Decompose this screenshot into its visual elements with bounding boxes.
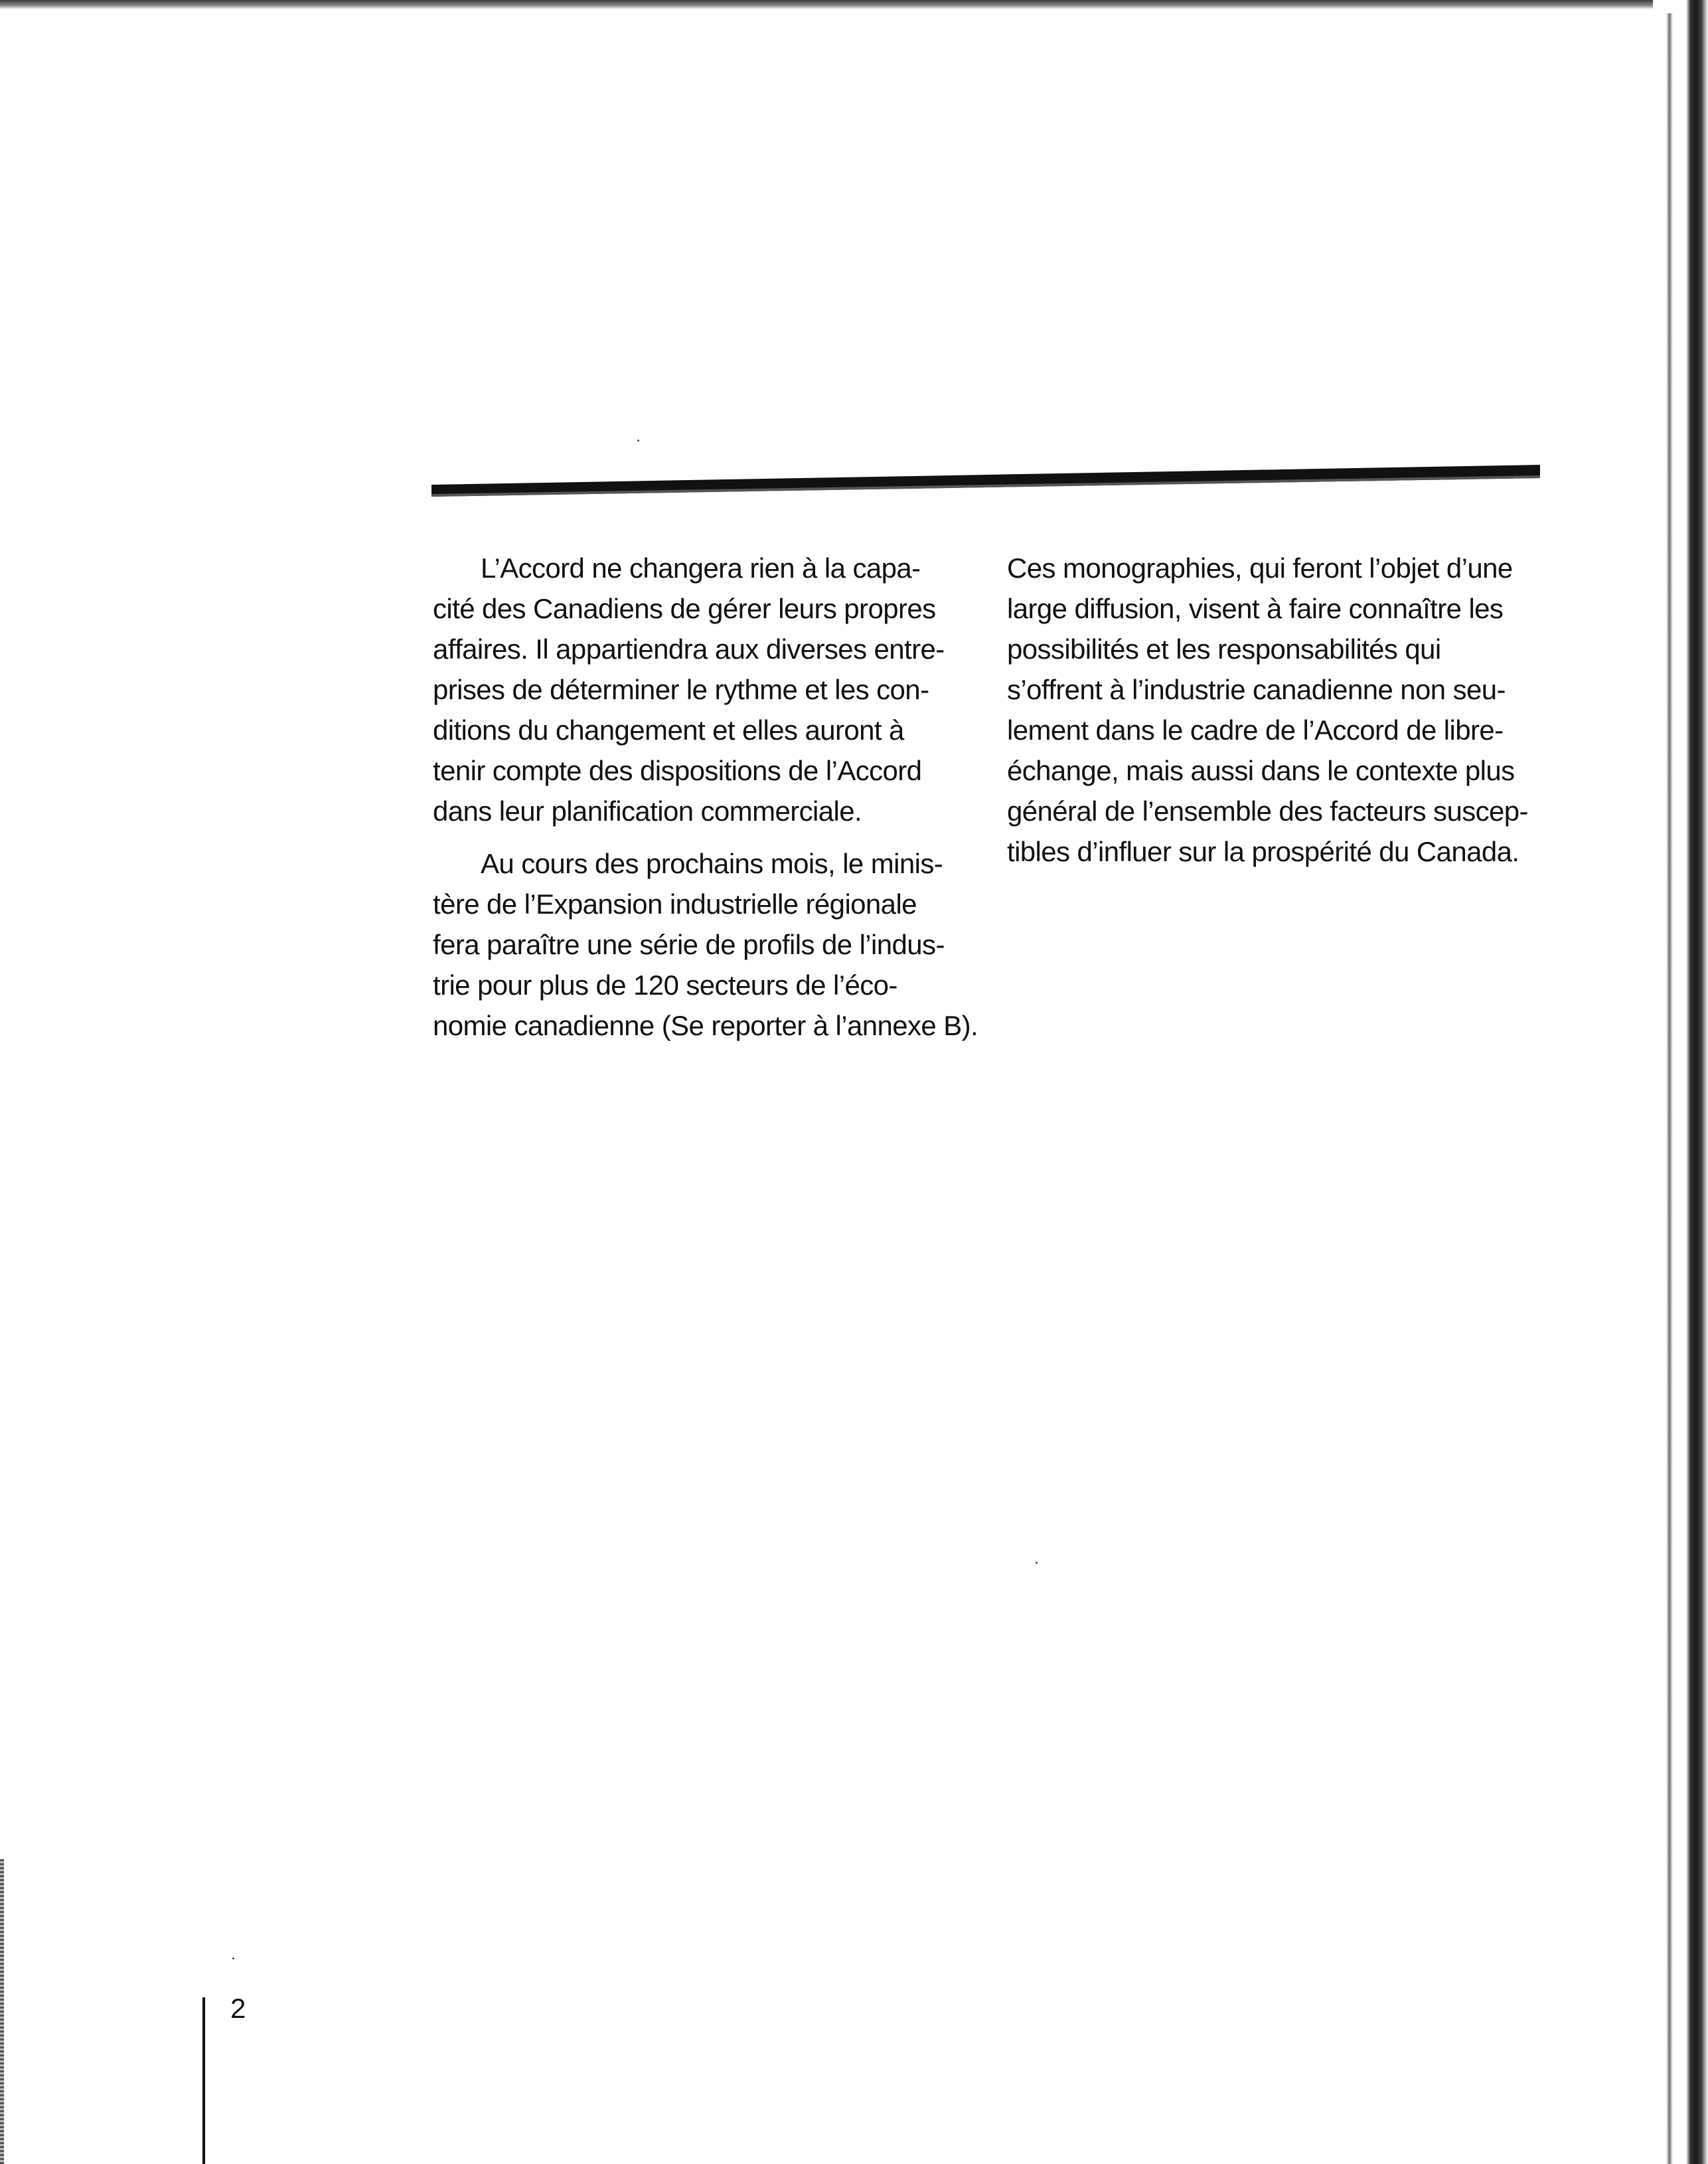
text-line: tère de l’Expansion industrielle régionale — [433, 888, 917, 920]
text-line: tenir compte des dispositions de l’Accord — [433, 755, 922, 786]
text-line: tibles d’influer sur la prospérité du Canada. — [1007, 836, 1519, 867]
text-line: ditions du changement et elles auront à — [433, 714, 904, 746]
text-line: prises de déterminer le rythme et les con- — [433, 674, 929, 705]
section-header-rule — [431, 465, 1540, 497]
right-text-column — [1007, 548, 1551, 872]
text-line: général de l’ensemble des facteurs suscep- — [1007, 795, 1528, 827]
scan-binding-shadow — [1666, 13, 1673, 2164]
text-line: cité des Canadiens de gérer leurs propres — [433, 593, 936, 624]
text-line: Au cours des prochains mois, le minis- — [481, 848, 943, 879]
text-line: dans leur planification commerciale. — [433, 795, 862, 827]
paragraph — [433, 843, 977, 1046]
scan-top-edge — [0, 0, 1653, 9]
scan-right-edge — [1686, 0, 1708, 2164]
left-text-column — [433, 548, 977, 1046]
scan-speck — [1036, 1562, 1038, 1564]
text-line: lement dans le cadre de l’Accord de libre- — [1007, 714, 1504, 746]
text-line: possibilités et les responsabilités qui — [1007, 633, 1441, 665]
text-line: s’offrent à l’industrie canadienne non seu- — [1007, 674, 1506, 705]
text-line: trie pour plus de 120 secteurs de l’éco- — [433, 969, 897, 1001]
text-line: échange, mais aussi dans le contexte plus — [1007, 755, 1515, 786]
paragraph — [1007, 548, 1551, 872]
text-line: Ces monographies, qui feront l’objet d’une — [1007, 552, 1513, 584]
scan-speck — [232, 1957, 234, 1959]
text-line: fera paraître une série de profils de l’indus- — [433, 929, 945, 960]
page-number-rule — [202, 1997, 205, 2164]
paragraph — [433, 548, 977, 831]
scan-speck — [637, 440, 639, 442]
text-line: L’Accord ne changera rien à la capa- — [481, 552, 921, 584]
text-line: nomie canadienne (Se reporter à l’annexe B). — [433, 1010, 978, 1041]
scan-left-edge — [0, 1859, 4, 2164]
text-line: affaires. Il appartiendra aux diverses entre- — [433, 633, 945, 665]
page-number: 2 — [230, 1993, 246, 2024]
text-line: large diffusion, visent à faire connaître les — [1007, 593, 1504, 624]
